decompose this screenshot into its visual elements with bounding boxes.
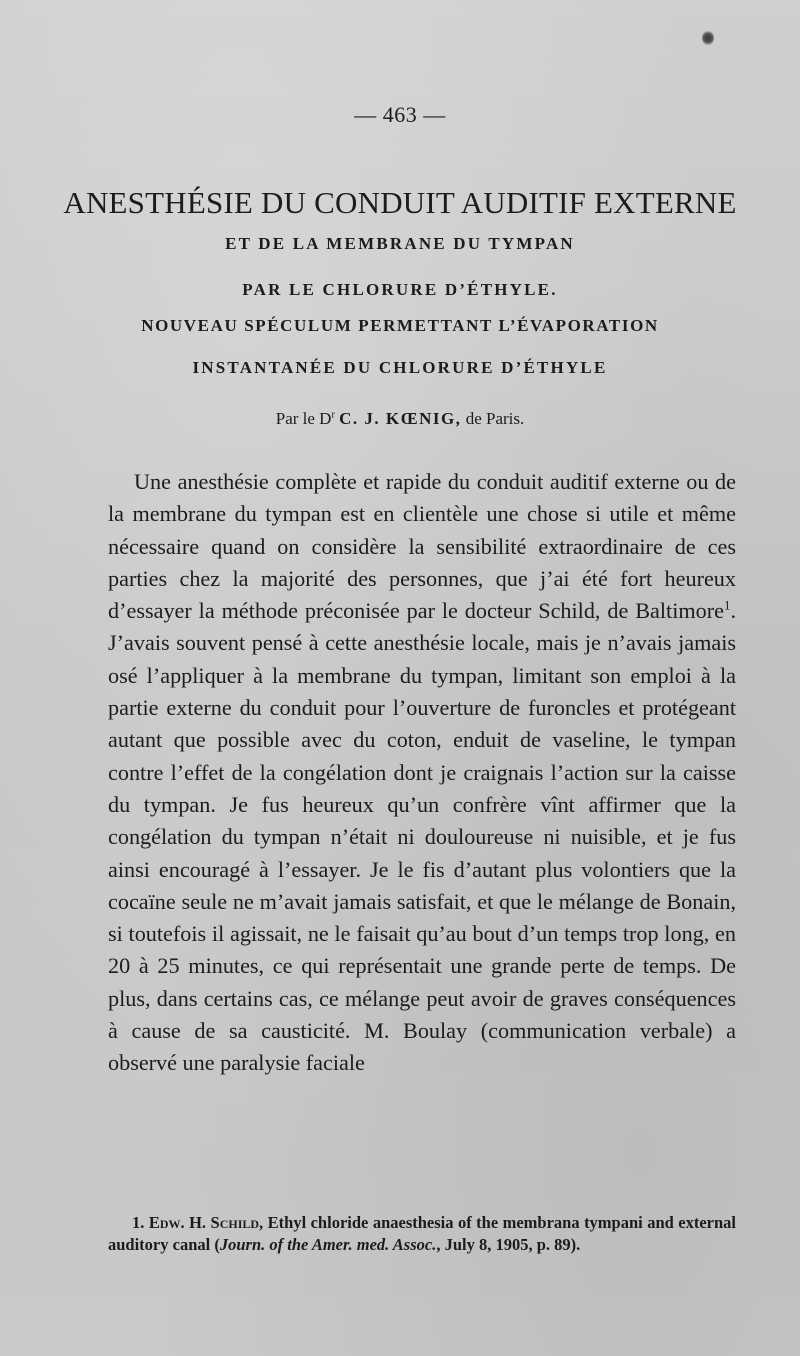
footnote-journal: Journ. of the Amer. med. Assoc. (219, 1234, 437, 1254)
byline-prefix: Par le D (275, 409, 332, 428)
body-text-part-1: Une anesthésie complète et rapide du conduit auditif externe ou de la membrane du tympan est en clientèle une chose si utile et même nécessaire quand on considère la sensibilité extraordinaire de ces parties chez la majorité des personnes, que j’ai été fort heureux d’essayer la méthode préconisée par le docteur Schild, de Baltimore (108, 469, 736, 624)
page-number: — 463 — (354, 102, 446, 127)
article-title: ANESTHÉSIE DU CONDUIT AUDITIF EXTERNE (63, 185, 737, 220)
ink-spot (702, 30, 714, 46)
byline-suffix: de Paris. (465, 409, 525, 428)
footnote-number: 1. (132, 1213, 145, 1232)
footnote-tail: , July 8, 1905, p. 89). (436, 1234, 581, 1254)
byline (0, 409, 800, 429)
subtitle-line-1: ET DE LA MEMBRANE DU TYMPAN (225, 234, 575, 253)
subtitle-line-2: PAR LE CHLORURE D’ÉTHYLE. (242, 280, 558, 299)
footnote-author: Edw. H. Schild, (148, 1213, 264, 1232)
footnote-text: Ethyl chloride anaesthesia of the membrana tympani and external auditory canal ( (108, 1213, 736, 1254)
body-text-part-2: . J’avais souvent pensé à cette anesthésie locale, mais je n’avais jamais osé l’appliquer à la membrane du tympan, limitant son emploi à la partie externe du conduit pour l’ouverture de furoncles et protégeant autant que possible avec du coton, enduit de vaseline, le tympan contre l’effet de la congélation dont je craignais l’action sur la caisse du tympan. Je fus heureux qu’un confrère vînt affirmer que la congélation du tympan n’était ni douloureuse ni nuisible, et je fus ainsi encouragé à l’essayer. Je le fis d’autant plus volontiers que la cocaïne seule ne m’avait jamais satisfait, et que le mélange de Bonain, si toutefois il agissait, ne le faisait qu’au bout d’un temps trop long, en 20 à 25 minutes, ce qui représentait une grande perte de temps. De plus, dans certains cas, ce mélange peut avoir de graves conséquences à cause de sa causticité. M. Boulay (communication verbale) a observé une paralysie faciale (108, 598, 736, 1076)
author-name: C. J. KŒNIG, (339, 409, 462, 428)
footnote-reference: 1 (723, 597, 731, 613)
subtitle-line-3: NOUVEAU SPÉCULUM PERMETTANT L’ÉVAPORATION (141, 316, 659, 335)
subtitle-line-4: INSTANTANÉE DU CHLORURE D’ÉTHYLE (192, 358, 608, 377)
footnote (108, 1212, 736, 1255)
body-paragraph (108, 466, 736, 1080)
byline-prefix-sup: r (331, 409, 335, 421)
